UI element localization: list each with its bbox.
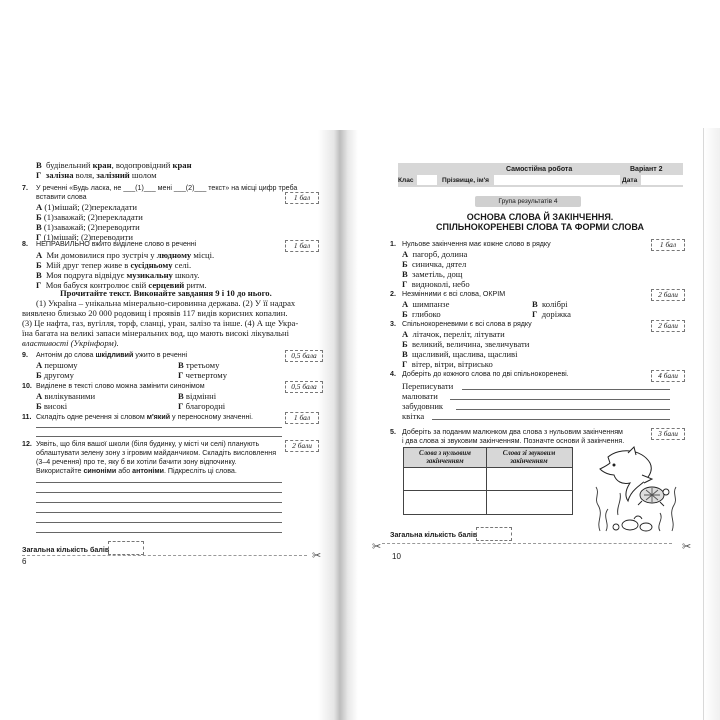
left-cut-line — [22, 555, 307, 556]
q12-line-3: (3–4 речення) про те, яку б ви хотіли бачити зону відпочинку. — [36, 458, 237, 466]
r-q3-number: 3. — [390, 320, 396, 328]
left-page-number: 6 — [22, 557, 27, 566]
scissors-icon: ✂ — [312, 550, 322, 562]
q12-answer-line-6[interactable] — [36, 532, 282, 533]
passage-line-3: (3) Це нафта, газ, вугілля, торф, сланці, уран, залізо та інше. (4) А ще Укра- — [22, 318, 299, 328]
r-q3-option-a[interactable]: А літачок, переліт, літувати — [402, 329, 505, 339]
left-total-box[interactable] — [108, 541, 144, 555]
q7-option-b[interactable]: Б (1)заважай; (2)перекладати — [36, 212, 143, 222]
r-q4-word-2: малювати — [402, 391, 438, 401]
q10-option-v[interactable]: В відмінні — [178, 391, 217, 401]
q7-number: 7. — [22, 184, 28, 192]
q7-text: У реченні «Будь ласка, не ___(1)___ мені ___(2)___ текст» на місці цифр треба — [36, 184, 298, 192]
r-q3-score: 2 бали — [651, 320, 685, 332]
passage-line-5: властивості (Укрінформ). — [22, 338, 119, 348]
table-cell[interactable] — [487, 491, 572, 514]
right-total-label: Загальна кількість балів — [390, 531, 478, 539]
q12-score: 2 бали — [285, 440, 319, 452]
q8-number: 8. — [22, 240, 28, 248]
q7-text-2: вставити слова — [36, 193, 87, 201]
q10-text: Виділене в тексті слово можна замінити синонімом — [36, 382, 205, 390]
r-q1-option-g[interactable]: Г видноколі, небо — [402, 279, 470, 289]
q9-option-g[interactable]: Г четвертому — [178, 370, 228, 380]
passage-line-2: виявлено близько 20 000 родовищ і проявів 117 видів корисних копалин. — [22, 308, 288, 318]
table-cell[interactable] — [404, 491, 486, 514]
q9-score: 0,5 бала — [285, 350, 323, 362]
r-q5-number: 5. — [390, 428, 396, 436]
q11-text: Складіть одне речення зі словом м'який у переносному значенні. — [36, 413, 253, 421]
q10-option-g[interactable]: Г благородні — [178, 401, 226, 411]
q12-number: 12. — [22, 440, 32, 448]
q10-option-b[interactable]: Б високі — [36, 401, 68, 411]
reading-instruction: Прочитайте текст. Виконайте завдання 9 і 10 до нього. — [60, 288, 272, 298]
r-q2-score: 2 бали — [651, 289, 685, 301]
shell-icon — [613, 516, 652, 531]
q7-score: 1 бал — [285, 192, 319, 204]
scissors-icon: ✂ — [682, 541, 692, 553]
q11-answer-line-1[interactable] — [36, 427, 282, 428]
q6-option-v[interactable]: В будівельний кран, водопровідний кран — [36, 160, 192, 170]
section-title-1: ОСНОВА СЛОВА Й ЗАКІНЧЕННЯ. — [466, 212, 614, 222]
r-q5-score: 3 бали — [651, 428, 685, 440]
section-title-2: СПІЛЬНОКОРЕНЕВІ СЛОВА ТА ФОРМИ СЛОВА — [435, 222, 644, 232]
r-q4-answer-line-1[interactable] — [462, 389, 670, 390]
left-total-label: Загальна кількість балів — [22, 546, 110, 554]
table-cell[interactable] — [487, 468, 572, 490]
book-gutter — [318, 130, 358, 720]
q8-option-a[interactable]: А Ми домовилися про зустріч у людному місці. — [36, 250, 215, 260]
q12-answer-line-1[interactable] — [36, 482, 282, 483]
q9-number: 9. — [22, 351, 28, 359]
r-q2-option-g[interactable]: Г доріжка — [532, 309, 571, 319]
q11-score: 1 бал — [285, 412, 319, 424]
date-input[interactable] — [641, 175, 683, 185]
col-null-ending: Слова з нульовим закінченням — [404, 448, 486, 467]
r-q1-text: Нульове закінчення має кожне слово в рядку — [402, 240, 551, 248]
class-input[interactable] — [417, 175, 437, 185]
r-q3-option-g[interactable]: Г вітер, вітри, вітрисько — [402, 359, 493, 369]
q9-option-a[interactable]: А першому — [36, 360, 78, 370]
r-q3-option-v[interactable]: В щасливий, щаслива, щасливі — [402, 349, 518, 359]
header-title: Самостійна робота — [506, 166, 573, 173]
name-input[interactable] — [494, 175, 620, 185]
r-q4-answer-line-2[interactable] — [450, 399, 670, 400]
r-q1-option-b[interactable]: Б синичка, дятел — [402, 259, 467, 269]
q12-line-4: Використайте синоніми або антоніми. Підкресліть ці слова. — [36, 467, 237, 475]
name-label: Прізвище, ім'я — [442, 177, 490, 184]
sea-illustration — [590, 445, 680, 533]
q12-answer-line-3[interactable] — [36, 502, 282, 503]
q10-score: 0,5 бала — [285, 381, 323, 393]
r-q2-number: 2. — [390, 290, 396, 298]
q8-option-g[interactable]: Г Моя бабуся контролює свій серцевий ритм. — [36, 280, 207, 290]
r-q3-text: Спільнокореневими є всі слова в рядку — [402, 320, 532, 328]
r-q4-word-3: забудовник — [402, 401, 444, 411]
r-q4-word-1: Переписувати — [402, 381, 454, 391]
r-q3-option-b[interactable]: Б великий, величина, звеличувати — [402, 339, 530, 349]
q9-option-b[interactable]: Б другому — [36, 370, 74, 380]
q11-answer-line-2[interactable] — [36, 436, 282, 437]
page-edge — [703, 128, 720, 720]
q9-text: Антонім до слова шкідливий ужито в реченні — [36, 351, 188, 359]
q6-option-g[interactable]: Г залізна воля, залізний шолом — [36, 170, 157, 180]
r-q1-option-v[interactable]: В заметіль, дощ — [402, 269, 463, 279]
turtle-icon — [638, 487, 669, 506]
passage-line-4: їна багата на великі запаси мінеральних вод, що мають високі лікувальні — [22, 328, 290, 338]
r-q4-word-4: квітка — [402, 411, 425, 421]
right-cut-line — [382, 543, 672, 544]
q11-number: 11. — [22, 413, 32, 421]
q9-option-v[interactable]: В третьому — [178, 360, 220, 370]
r-q2-option-a[interactable]: А шимпанзе — [402, 299, 450, 309]
r-q1-score: 1 бал — [651, 239, 685, 251]
q12-line-1: Уявіть, що біля вашої школи (біля будинку, у місті чи селі) планують — [36, 440, 260, 448]
q10-option-a[interactable]: А вилікуваними — [36, 391, 96, 401]
scissors-icon: ✂ — [372, 541, 382, 553]
r-q2-option-v[interactable]: В колібрі — [532, 299, 568, 309]
r-q5-line-1: Доберіть за поданим малюнком два слова з нульовим закінченням — [402, 428, 623, 436]
r-q4-score: 4 бали — [651, 370, 685, 382]
q10-number: 10. — [22, 382, 32, 390]
header-variant: Варіант 2 — [630, 166, 663, 173]
q7-option-v[interactable]: В (1)заважай; (2)переводити — [36, 222, 140, 232]
q7-option-a[interactable]: А (1)мішай; (2)перекладати — [36, 202, 137, 212]
q8-text: НЕПРАВИЛЬНО вжито виділене слово в реченні — [36, 240, 197, 248]
col-sound-ending: Слова зі звуковим закінченням — [486, 448, 572, 467]
r-q2-text: Незмінними є всі слова, ОКРІМ — [402, 290, 506, 298]
q7-option-g[interactable]: Г (1)мішай; (2)переводити — [36, 232, 133, 242]
right-page-number: 10 — [392, 552, 401, 561]
table-cell[interactable] — [404, 468, 486, 490]
r-q4-text: Доберіть до кожного слова по дві спільнокореневі. — [402, 370, 569, 378]
r-q4-answer-line-3[interactable] — [456, 409, 670, 410]
q12-line-2: облаштувати зелену зону з ігровим майданчиком. Складіть висловлення — [36, 449, 277, 457]
q8-option-v[interactable]: В Моя подруга відвідує музикальну школу. — [36, 270, 200, 280]
work-header — [398, 163, 683, 187]
r-q4-answer-line-4[interactable] — [432, 419, 670, 420]
r-q1-option-a[interactable]: А пагорб, долина — [402, 249, 468, 259]
q12-answer-line-2[interactable] — [36, 492, 282, 493]
r-q5-line-2: і два слова зі звуковим закінченням. Позначте основи й закінчення. — [402, 437, 625, 445]
words-table — [403, 447, 573, 515]
date-label: Дата — [622, 177, 638, 184]
q12-answer-line-5[interactable] — [36, 522, 282, 523]
class-label: Клас — [398, 177, 414, 184]
results-group-tab: Група результатів 4 — [475, 196, 581, 207]
q12-answer-line-4[interactable] — [36, 512, 282, 513]
q8-option-b[interactable]: Б Мій друг тепер живе в сусідньому селі. — [36, 260, 192, 270]
right-total-box[interactable] — [476, 527, 512, 541]
r-q2-option-b[interactable]: Б глибоко — [402, 309, 441, 319]
passage-line-1: (1) Україна – унікальна мінерально-сировинна держава. (2) У її надрах — [36, 298, 296, 308]
q8-score: 1 бал — [285, 240, 319, 252]
r-q1-number: 1. — [390, 240, 396, 248]
r-q4-number: 4. — [390, 370, 396, 378]
